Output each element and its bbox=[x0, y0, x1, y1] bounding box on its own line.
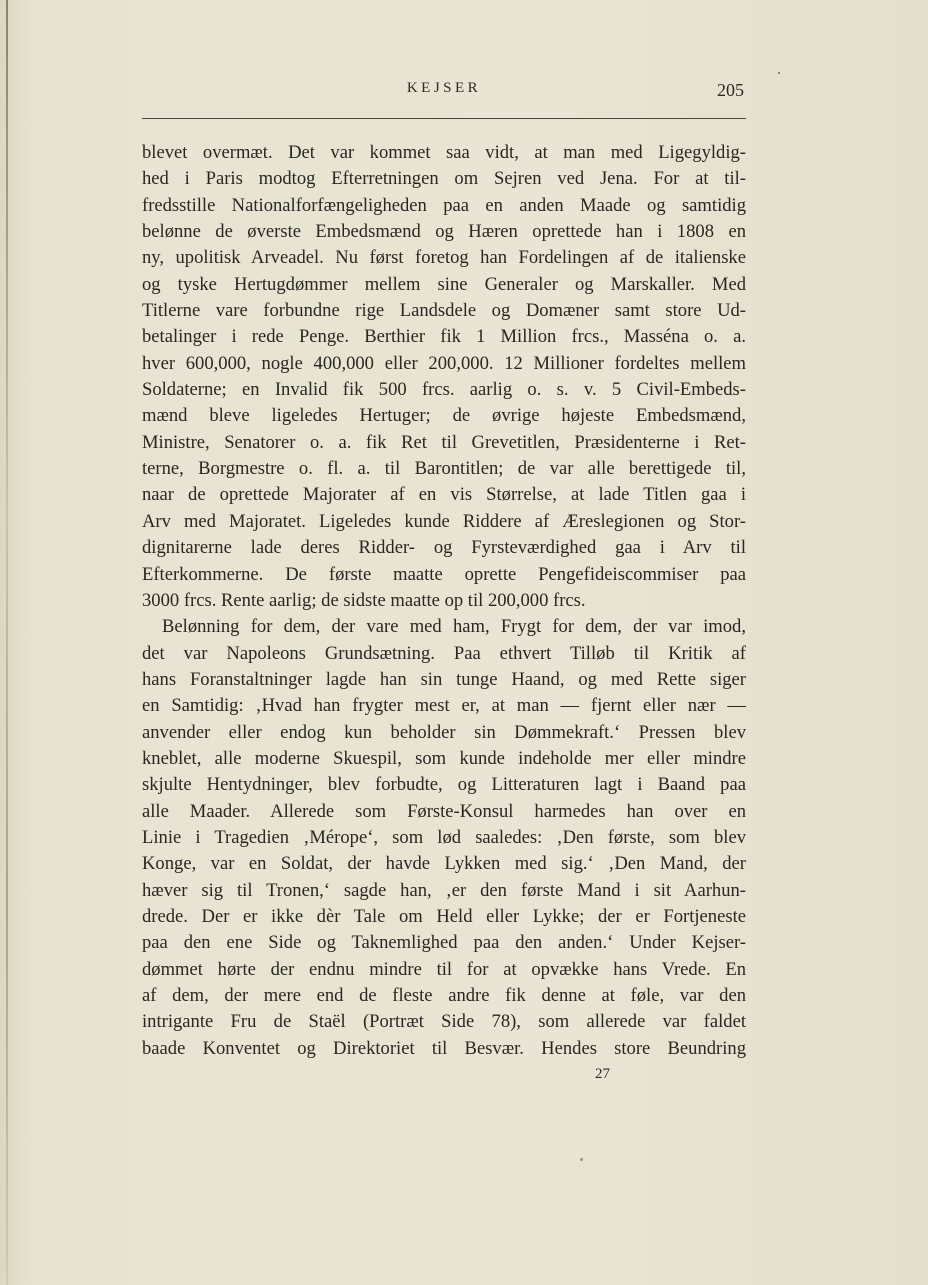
text-line: kneblet, alle moderne Skuespil, som kunde indeholde mer eller mindre bbox=[142, 747, 746, 769]
text-line: Ministre, Senatorer o. a. fik Ret til Grevetitlen, Præsidenterne i Ret- bbox=[142, 431, 746, 453]
text-line: skjulte Hentydninger, blev forbudte, og Litteraturen lagt i Baand paa bbox=[142, 774, 746, 796]
text-line: Arv med Majoratet. Ligeledes kunde Riddere af Æreslegionen og Stor- bbox=[142, 510, 746, 532]
body-text bbox=[142, 140, 746, 1062]
text-line: dignitarerne lade deres Ridder- og Fyrsteværdighed gaa i Arv til bbox=[142, 537, 746, 559]
text-line: belønne de øverste Embedsmænd og Hæren oprettede han i 1808 en bbox=[142, 221, 746, 243]
text-line: baade Konventet og Direktoriet til Besvær. Hendes store Beundring bbox=[142, 1037, 746, 1059]
text-line: Linie i Tragedien ‚Mérope‘, som lød saaledes: ‚Den første, som blev bbox=[142, 826, 746, 848]
running-header bbox=[142, 78, 746, 104]
text-line: det var Napoleons Grundsætning. Paa ethvert Tilløb til Kritik af bbox=[142, 642, 746, 664]
text-line: intrigante Fru de Staël (Portræt Side 78), som allerede var faldet bbox=[142, 1011, 746, 1033]
text-line: og tyske Hertugdømmer mellem sine Generaler og Marskaller. Med bbox=[142, 273, 746, 295]
text-line: en Samtidig: ‚Hvad han frygter mest er, at man — fjernt eller nær — bbox=[142, 695, 746, 717]
text-line: alle Maader. Allerede som Første-Konsul harmedes han over en bbox=[142, 800, 746, 822]
page-number: 205 bbox=[717, 80, 744, 100]
text-line: dømmet hørte der endnu mindre til for at opvække hans Vrede. En bbox=[142, 958, 746, 980]
text-line: hæver sig til Tronen,‘ sagde han, ‚er den første Mand i sit Aarhun- bbox=[142, 879, 746, 901]
text-line: Efterkommerne. De første maatte oprette Pengefideiscommiser paa bbox=[142, 563, 746, 585]
text-line: 3000 frcs. Rente aarlig; de sidste maatte op til 200,000 frcs. bbox=[142, 589, 586, 611]
text-line: betalinger i rede Penge. Berthier fik 1 Million frcs., Masséna o. a. bbox=[142, 326, 746, 348]
text-line: af dem, der mere end de fleste andre fik denne at føle, var den bbox=[142, 985, 746, 1006]
text-line: Konge, var en Soldat, der havde Lykken med sig.‘ ‚Den Mand, der bbox=[142, 853, 746, 875]
signature-number: 27 bbox=[595, 1066, 610, 1082]
signature-mark bbox=[560, 1066, 760, 1083]
text-line: ny, upolitisk Arveadel. Nu først foretog han Fordelingen af de italienske bbox=[142, 247, 746, 269]
text-line: blevet overmæt. Det var kommet saa vidt, at man med Ligegyldig- bbox=[142, 142, 746, 163]
text-line: anvender eller endog kun beholder sin Dømmekraft.‘ Pressen blev bbox=[142, 721, 746, 743]
text-line: Belønning for dem, der vare med ham, Frygt for dem, der var imod, bbox=[162, 616, 746, 638]
paper-speck bbox=[778, 72, 780, 74]
text-line: hans Foranstaltninger lagde han sin tunge Haand, og med Rette siger bbox=[142, 668, 746, 690]
header-rule bbox=[142, 118, 746, 119]
paper-speck bbox=[580, 1158, 583, 1161]
page-edge-shadow bbox=[6, 0, 8, 1285]
text-line: hver 600,000, nogle 400,000 eller 200,000. 12 Millioner fordeltes mellem bbox=[142, 352, 746, 374]
text-line: naar de oprettede Majorater af en vis Størrelse, at lade Titlen gaa i bbox=[142, 484, 746, 506]
text-line: Titlerne vare forbundne rige Landsdele og Domæner samt store Ud- bbox=[142, 300, 746, 322]
text-line: paa den ene Side og Taknemlighed paa den anden.‘ Under Kejser- bbox=[142, 932, 746, 954]
text-line: terne, Borgmestre o. fl. a. til Barontitlen; de var alle berettigede til, bbox=[142, 458, 746, 480]
running-title: KEJSER bbox=[406, 80, 482, 96]
text-line: mænd bleve ligeledes Hertuger; de øvrige højeste Embedsmænd, bbox=[142, 405, 746, 427]
text-line: fredsstille Nationalforfængeligheden paa en anden Maade og samtidig bbox=[142, 194, 746, 216]
text-line: Soldaterne; en Invalid fik 500 frcs. aarlig o. s. v. 5 Civil-Embeds- bbox=[142, 379, 746, 401]
text-line: drede. Der er ikke dèr Tale om Held eller Lykke; der er Fortjeneste bbox=[142, 905, 746, 927]
text-line: hed i Paris modtog Efterretningen om Sejren ved Jena. For at til- bbox=[142, 168, 746, 190]
